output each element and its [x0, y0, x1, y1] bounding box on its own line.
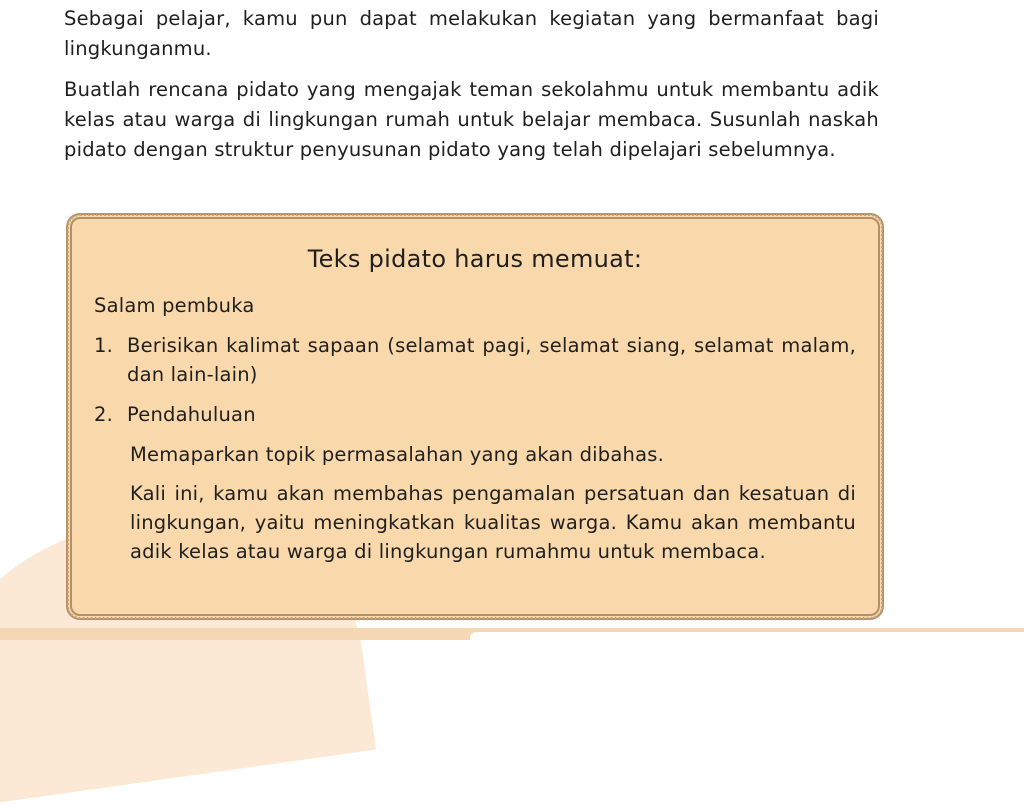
bottom-decor-band-cutout [470, 632, 1024, 640]
list-item-text: Berisikan kalimat sapaan (selamat pagi, selamat siang, selamat malam, dan lain-lain) [127, 334, 856, 386]
list-item [94, 400, 856, 429]
list-item-text: Pendahuluan [127, 403, 256, 426]
intro-paragraph-2: Buatlah rencana pidato yang mengajak teman sekolahmu untuk membantu adik kelas atau warga di lingkungan rumah untuk belajar membaca. Susunlah naskah pidato dengan struktur penyusunan pidato yang telah dipelajari sebelumnya. [64, 78, 879, 161]
sub-paragraph-2: Kali ini, kamu akan membahas pengamalan persatuan dan kesatuan di lingkungan, yaitu meningkatkan kualitas warga. Kamu akan membantu adik kelas atau warga di lingkungan rumahmu untuk membaca. [130, 482, 856, 563]
sub-paragraph-1: Memaparkan topik permasalahan yang akan dibahas. [130, 443, 664, 466]
intro-paragraph-1: Sebagai pelajar, kamu pun dapat melakukan kegiatan yang bermanfaat bagi lingkunganmu. [64, 7, 879, 60]
list-item [94, 331, 856, 389]
box-title: Teks pidato harus memuat: [307, 245, 643, 273]
speech-requirements-box [66, 213, 884, 620]
box-content [94, 291, 856, 576]
salam-pembuka-label: Salam pembuka [94, 294, 255, 317]
intro-text [64, 4, 879, 176]
list-number: 2. [94, 403, 114, 426]
list-number: 1. [94, 334, 114, 357]
